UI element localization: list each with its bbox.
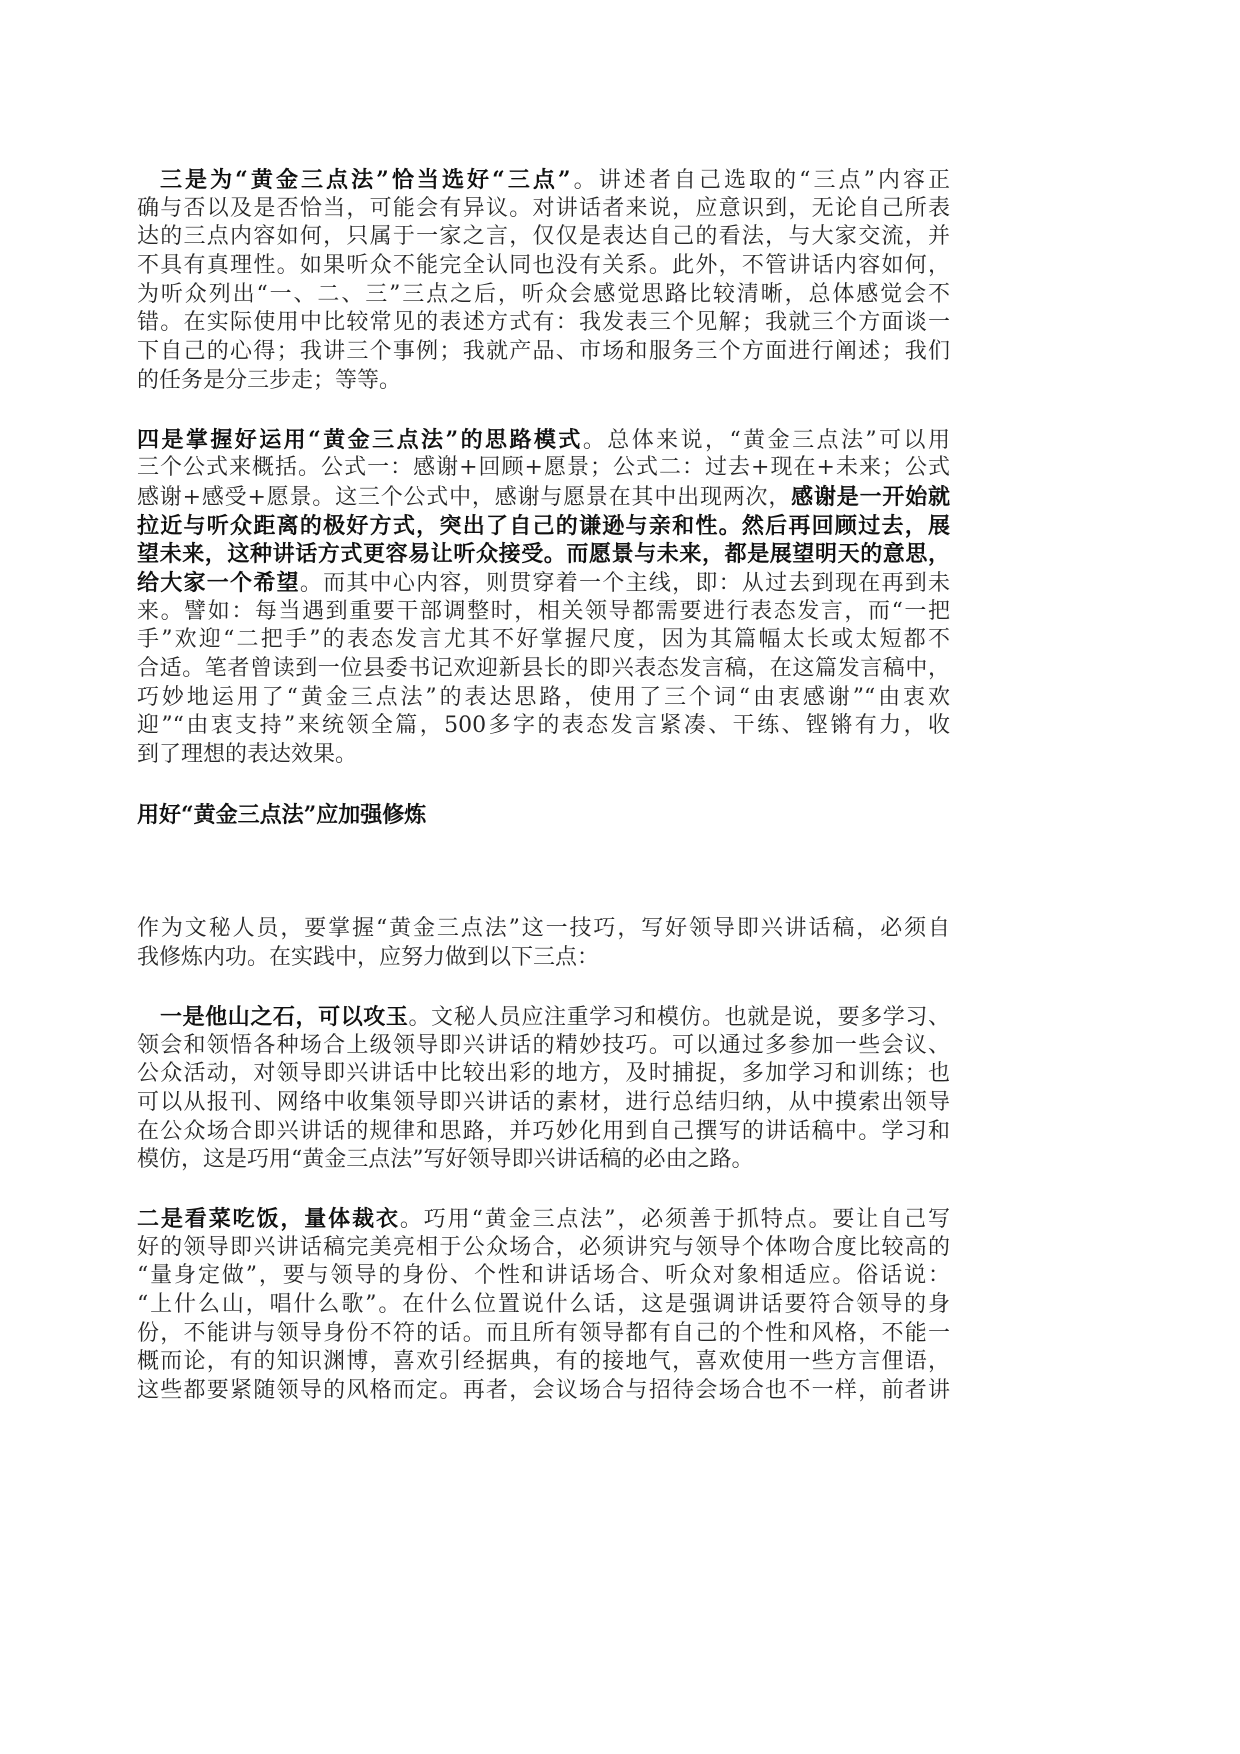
- text-line: 我修炼内功。在实践中，应努力做到以下三点：: [137, 945, 600, 971]
- text-line: 迎”“由衷支持”来统领全篇，500多字的表态发言紧凑、干练、铿锵有力，收: [137, 713, 950, 739]
- paragraph-thinking-model: [137, 426, 950, 770]
- text-line: [137, 483, 950, 512]
- bold-lead: 二是看菜吃饭，量体裁衣: [137, 1205, 400, 1232]
- text-line: 到了理想的表达效果。: [137, 742, 358, 768]
- bold-lead: 一是他山之石，可以攻玉: [160, 1003, 409, 1030]
- text-run: 。文秘人员应注重学习和模仿。也就是说，要多学习、: [408, 1004, 950, 1030]
- text-line: 手”欢迎“二把手”的表态发言尤其不好掌握尺度，因为其篇幅太长或太短都不: [137, 627, 950, 653]
- text-line: 作为文秘人员，要掌握“黄金三点法”这一技巧，写好领导即兴讲话稿，必须自: [137, 916, 950, 942]
- document-body: [137, 166, 950, 1406]
- section-heading: 用好“黄金三点法”应加强修炼: [137, 801, 427, 828]
- text-line: 份，不能讲与领导身份不符的话。而且所有领导都有自己的个性和风格，不能一: [137, 1320, 950, 1346]
- text-line: [137, 426, 950, 455]
- text-line: 错。在实际使用中比较常见的表述方式有：我发表三个见解；我就三个方面谈一: [137, 310, 950, 336]
- text-line: 确与否以及是否恰当，可能会有异议。对讲话者来说，应意识到，无论自己所表: [137, 195, 950, 221]
- bold-lead: 四是掌握好运用“黄金三点法”的思路模式: [137, 426, 583, 453]
- text-line: 可以从报刊、网络中收集领导即兴讲话的素材，进行总结归纳，从中摸索出领导: [137, 1089, 950, 1115]
- text-line: 领会和领悟各种场合上级领导即兴讲话的精妙技巧。可以通过多参加一些会议、: [137, 1032, 950, 1058]
- bold-lead: 三是为“黄金三点法”恰当选好“三点”: [160, 167, 571, 193]
- text-run: 。巧用“黄金三点法”，必须善于抓特点。要让自己写: [399, 1206, 950, 1232]
- text-line: 合适。笔者曾读到一位县委书记欢迎新县长的即兴表态发言稿，在这篇发言稿中，: [137, 656, 950, 681]
- text-line: “上什么山，唱什么歌”。在什么位置说什么话，这是强调讲话要符合领导的身: [137, 1292, 950, 1317]
- bold-run: 给大家一个希望: [137, 569, 300, 596]
- text-line: 巧妙地运用了“黄金三点法”的表达思路，使用了三个词“由衷感谢”“由衷欢: [137, 684, 950, 710]
- text-line-bold: 望未来，这种讲话方式更容易让听众接受。而愿景与未来，都是展望明天的意思，: [137, 541, 950, 568]
- text-run: 感谢+感受+愿景。这三个公式中，感谢与愿景在其中出现两次，: [137, 484, 792, 510]
- text-line: [137, 166, 950, 195]
- paragraph-tailor-to-leader: [137, 1205, 950, 1406]
- text-line: 概而论，有的知识渊博，喜欢引经据典，有的接地气，喜欢使用一些方言俚语，: [137, 1349, 950, 1375]
- text-line: 公众活动，对领导即兴讲话中比较出彩的地方，及时捕捉，多加学习和训练；也: [137, 1061, 950, 1087]
- text-line: “量身定做”，要与领导的身份、个性和讲话场合、听众对象相适应。俗话说：: [137, 1263, 950, 1289]
- text-line: [137, 1003, 950, 1032]
- text-run: 。总体来说，“黄金三点法”可以用: [582, 427, 950, 453]
- text-line: 的任务是分三步走；等等。: [137, 367, 402, 393]
- paragraph-intro: [137, 915, 950, 972]
- text-run: 。讲述者自己选取的“三点”内容正: [570, 168, 950, 193]
- text-run: 。而其中心内容，则贯穿着一个主线，即：从过去到现在再到未: [299, 570, 950, 596]
- text-line: [137, 569, 950, 598]
- text-line: 下自己的心得；我讲三个事例；我就产品、市场和服务三个方面进行阐述；我们: [137, 339, 950, 365]
- text-line: 来。譬如：每当遇到重要干部调整时，相关领导都需要进行表态发言，而“一把: [137, 598, 950, 624]
- text-line: 好的领导即兴讲话稿完美亮相于公众场合，必须讲究与领导个体吻合度比较高的: [137, 1234, 950, 1260]
- text-line: 三个公式来概括。公式一：感谢+回顾+愿景；公式二：过去+现在+未来；公式: [137, 455, 950, 481]
- text-line: 为听众列出“一、二、三”三点之后，听众会感觉思路比较清晰，总体感觉会不: [137, 281, 950, 307]
- bold-run: 感谢是一开始就: [791, 483, 950, 510]
- text-line: 不具有真理性。如果听众不能完全认同也没有关系。此外，不管讲话内容如何，: [137, 253, 950, 279]
- text-line-bold: 拉近与听众距离的极好方式，突出了自己的谦逊与亲和性。然后再回顾过去，展: [137, 512, 950, 539]
- paragraph-learn-and-imitate: [137, 1003, 950, 1175]
- text-line: 达的三点内容如何，只属于一家之言，仅仅是表达自己的看法，与大家交流，并: [137, 224, 950, 250]
- text-line: 在公众场合即兴讲话的规律和思路，并巧妙化用到自己撰写的讲话稿中。学习和: [137, 1118, 950, 1144]
- text-line: 模仿，这是巧用“黄金三点法”写好领导即兴讲话稿的必由之路。: [137, 1147, 754, 1173]
- text-line: 这些都要紧随领导的风格而定。再者，会议场合与招待会场合也不一样，前者讲: [137, 1378, 950, 1404]
- paragraph-choose-three-points: [137, 166, 950, 396]
- text-line: [137, 1205, 950, 1234]
